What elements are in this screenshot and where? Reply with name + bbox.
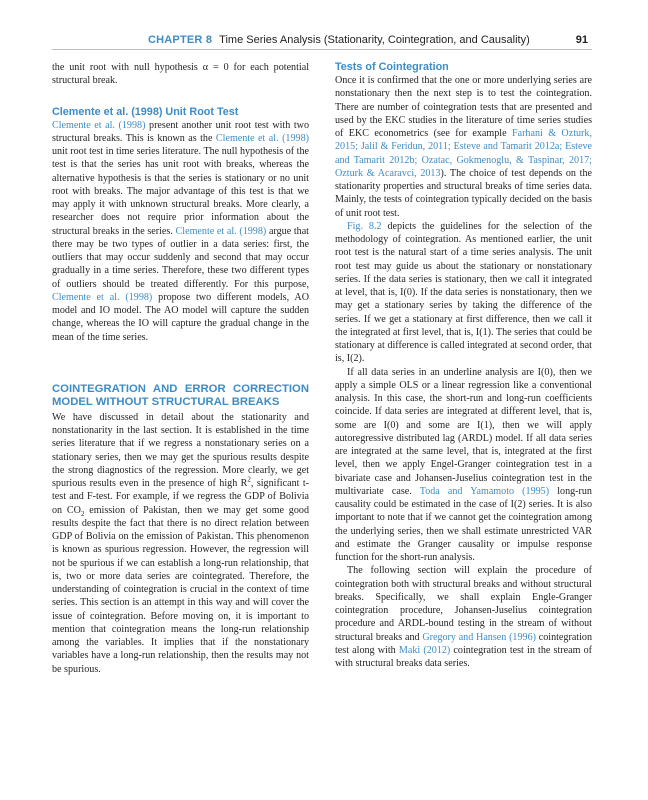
paragraph-cointegration: We have discussed in detail about the stationarity and nonstationarity in the last section. It is established in the time series literature that if we regress a nonstationary series on a stationary series, then we may get the spurious results despite the strong diagnostics of the regression. More clearly, we get spurious results even in the presence of high $R^2$, significant t-test and F-test. For example, if we regress the GDP of Bolivia on $CO_2$ emission of Pakistan, then we may get some good results despite the fact that there is no direct relation between GDP of Bolivia on the emission of Pakistan. This phenomenon is known as spurious regression. However, the regression will not be spurious if we can establish a long-run relationship, that is, two or more data series are cointegrated. Therefore, the understanding of cointegration is crucial in the context of time series. This section is an attempt in this way and will cover the issue of cointegration. Before moving on, it is important to mention that cointegration means the long-run relationship among the variables. It implies that if the nonstationary variables have a long-run relationship, then the results may not be spurious. — [52, 411, 309, 675]
citation-toda-yamamoto[interactable]: Toda and Yamamoto (1995) — [419, 485, 550, 497]
citation-maki[interactable]: Maki (2012) — [398, 644, 451, 656]
heading-tests-of-cointegration: Tests of Cointegration — [335, 61, 449, 73]
paragraph-integration-levels: If all data series in an underline analysis are I(0), then we apply a simple OLS or a linear regression like a conventional analysis. In this case, the short-run and long-run coefficients coincide. If data series are integrated at different level, that is, some are I(0) and some are I(1), then we will apply autoregressive distributed lag (ARDL) model. If all data series are integrated at the same level, that is, integrated at the first level, then we apply Engel-Granger cointegration test in a bivariate case and Johansen-Juselius cointegration test in the multivariate case. Toda and Yamamoto (1995) long-run causality could be estimated in the case of I(2) series. It is also important to note that if we cannot get the cointegration among the underlying series, then we shall estimate unrestricted VAR and estimate the Granger causality or impulse response function for the short-run analysis. — [335, 366, 592, 563]
page-number: 91 — [575, 34, 588, 46]
citation-clemente[interactable]: Clemente et al. (1998) — [52, 119, 146, 131]
paragraph-continuation: the unit root with null hypothesis α = 0 for each potential structural break. — [52, 62, 309, 87]
chapter-title: Time Series Analysis (Stationarity, Cointegration, and Causality) — [219, 34, 530, 46]
section-heading-cointegration: COINTEGRATION AND ERROR CORRECTION MODEL WITHOUT STRUCTURAL BREAKS — [52, 382, 309, 408]
chapter-label: CHAPTER 8 — [148, 34, 213, 46]
running-header — [148, 34, 588, 46]
citation-clemente[interactable]: Clemente et al. (1998) — [175, 225, 267, 237]
right-column — [335, 61, 592, 670]
citation-clemente[interactable]: Clemente et al. (1998) — [215, 132, 309, 144]
paragraph-clemente: Clemente et al. (1998) present another unit root test with two structural breaks. This is known as the Clemente et al. (1998) unit root test in time series literature. The null hypothesis of the test is that the series has unit root with breaks, whereas the alternative hypothesis is that the series is stationary or no unit root with breaks. The major advantage of this test is that we may apply it with unknown structural breaks. More clearly, a researcher does not require prior information about the structural breaks in the series. Clemente et al. (1998) argue that there may be two types of outlier in a data series: first, the outliers that may occur suddenly and second that may occur gradually in a time series. Therefore, these two different types of outliers should be treated differently. For this purpose, Clemente et al. (1998) propose two different models, AO model and IO model. The AO model will capture the sudden change, whereas the IO will capture the gradual change in the mean of the time series. — [52, 119, 309, 343]
heading-clemente-test: Clemente et al. (1998) Unit Root Test — [52, 105, 239, 118]
citation-gregory-hansen[interactable]: Gregory and Hansen (1996) — [422, 631, 536, 643]
paragraph-unit-root-guidelines: Fig. 8.2 depicts the guidelines for the selection of the methodology of cointegration. As mentioned earlier, the unit root test is the natural start of a time series analysis. The unit root test may guide us about the stationary or nonstationary series. If the data series is stationary, then we call it integrated at level, that is, I(0). If the data series is nonstationary, then we may get a stationary series by taking the difference of the series. If we get a stationary at first difference, then we call it the integrated at first level, that is, I(1). The series that could be stationary at difference is called integrated at second order, that is, I(2). — [335, 220, 592, 365]
paragraph-tests-intro: Once it is confirmed that the one or more underlying series are nonstationary then the next step is to test the cointegration. There are number of cointegration tests that are presented and used by the EKC studies in the literature of time series studies of EKC econometrics (see for example Farhani & Ozturk, 2015; Jalil & Feridun, 2011; Esteve and Tamarit 2012a; Esteve and Tamarit 2012b; Ozatac, Gokmenoglu, & Taspinar, 2017; Ozturk & Acaravci, 2013). The choice of test depends on the stationarity properties and structural breaks of time series data. Mainly, the tests of cointegration typically decided on the basis of unit root test. — [335, 75, 593, 219]
paragraph-following-section: The following section will explain the procedure of cointegration both with structural breaks and without structural breaks. Specifically, we shall explain Engle-Granger cointegration procedure, Johansen-Juselius cointegration procedure and ARDL-bound testing in the stream of without structural breaks and Gregory and Hansen (1996) cointegration test along with Maki (2012) cointegration test in the stream of with structural breaks data series. — [335, 565, 592, 669]
left-column — [52, 61, 309, 676]
citation-clemente[interactable]: Clemente et al. (1998) — [52, 291, 153, 303]
citation-list[interactable]: Farhani & Ozturk, 2015; Jalil & Feridun, 2011; Esteve and Tamarit 2012a; Esteve and Tamarit 2012b; Ozatac, Gokmenoglu, & Taspinar, 2017; Ozturk & Acaravci, 2013 — [335, 128, 592, 179]
header-rule — [52, 49, 592, 50]
figure-reference[interactable]: Fig. 8.2 — [347, 220, 382, 232]
